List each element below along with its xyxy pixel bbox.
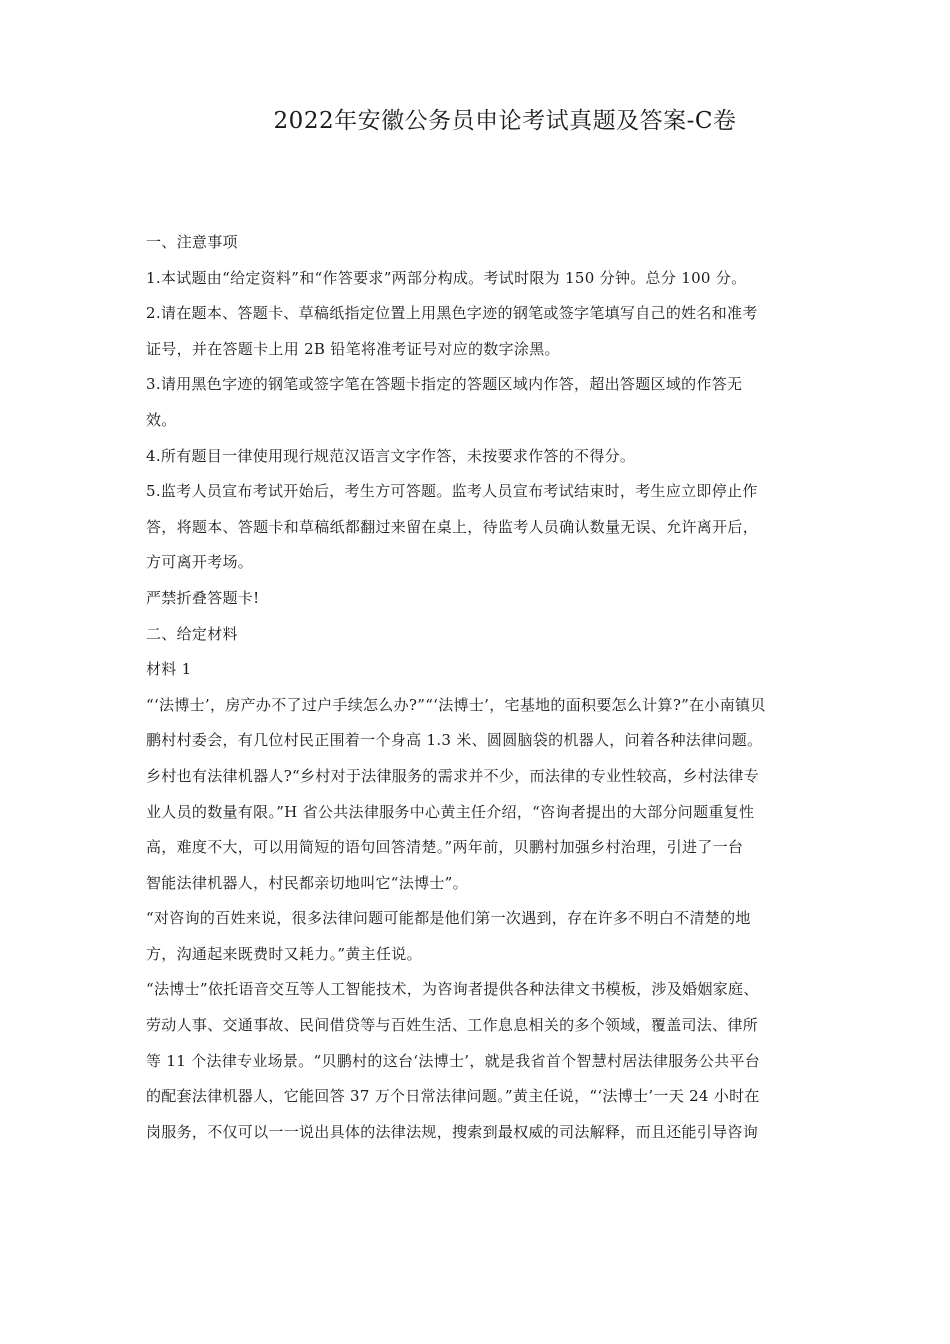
paragraph-line: 岗服务，不仅可以一一说出具体的法律法规，搜索到最权威的司法解释，而且还能引导咨询: [146, 1122, 759, 1141]
paragraph-line: 5.监考人员宣布考试开始后，考生方可答题。监考人员宣布考试结束时，考生应立即停止作: [146, 482, 758, 501]
paragraph-line: 等 11 个法律专业场景。“贝鹏村的这台‘法博士’，就是我省首个智慧村居法律服务公共平台: [146, 1051, 761, 1070]
paragraph-line: 4.所有题目一律使用现行规范汉语言文字作答，未按要求作答的不得分。: [146, 446, 636, 465]
paragraph-line: 乡村也有法律机器人?“乡村对于法律服务的需求并不少，而法律的专业性较高，乡村法律专: [146, 766, 760, 785]
document-body: [146, 225, 926, 1150]
paragraph-line: 效。: [146, 410, 177, 429]
paragraph-line: 1.本试题由“给定资料”和“作答要求”两部分构成。考试时限为 150 分钟。总分 100 分。: [146, 268, 747, 287]
paragraph-line: 高，难度不大，可以用简短的语句回答清楚。”两年前，贝鹏村加强乡村治理，引进了一台: [146, 838, 744, 857]
section-heading-materials: 二、给定材料: [146, 624, 238, 643]
paragraph-line: 劳动人事、交通事故、民间借贷等与百姓生活、工作息息相关的多个领域，覆盖司法、律所: [146, 1016, 759, 1035]
paragraph-line: “‘法博士’，房产办不了过户手续怎么办?”“‘法博士’，宅基地的面积要怎么计算?”在小南镇贝: [146, 695, 766, 714]
material-heading: 材料 1: [146, 660, 192, 679]
paragraph-line: 2.请在题本、答题卡、草稿纸指定位置上用黑色字迹的钢笔或签字笔填写自己的姓名和准考: [146, 304, 758, 323]
paragraph-line: “法博士”依托语音交互等人工智能技术，为咨询者提供各种法律文书模板，涉及婚姻家庭、: [146, 980, 759, 999]
paragraph-line: 业人员的数量有限。”H 省公共法律服务中心黄主任介绍，“咨询者提出的大部分问题重复性: [146, 802, 755, 821]
paragraph-line: 方可离开考场。: [146, 553, 254, 572]
paragraph-line: 3.请用黑色字迹的钢笔或签字笔在答题卡指定的答题区域内作答，超出答题区域的作答无: [146, 375, 743, 394]
paragraph-line: 的配套法律机器人，它能回答 37 万个日常法律问题。”黄主任说，“‘法博士’一天 24 小时在: [146, 1087, 760, 1106]
paragraph-line: 智能法律机器人，村民都亲切地叫它“法博士”。: [146, 873, 468, 892]
paragraph-line: 证号，并在答题卡上用 2B 铅笔将准考证号对应的数字涂黑。: [146, 339, 560, 358]
section-heading-notes: 一、注意事项: [146, 233, 238, 251]
paragraph-line: 鹏村村委会，有几位村民正围着一个身高 1.3 米、圆圆脑袋的机器人，问着各种法律问题。: [146, 731, 763, 750]
paragraph-line: 方，沟通起来既费时又耗力。”黄主任说。: [146, 944, 422, 963]
paragraph-line: 答，将题本、答题卡和草稿纸都翻过来留在桌上，待监考人员确认数量无误、允许离开后，: [146, 517, 759, 536]
paragraph-line: “对咨询的百姓来说，很多法律问题可能都是他们第一次遇到，存在许多不明白不清楚的地: [146, 909, 751, 928]
paragraph-line: 严禁折叠答题卡!: [146, 588, 260, 607]
document-title: 2022年安徽公务员申论考试真题及答案-C卷: [273, 108, 737, 134]
